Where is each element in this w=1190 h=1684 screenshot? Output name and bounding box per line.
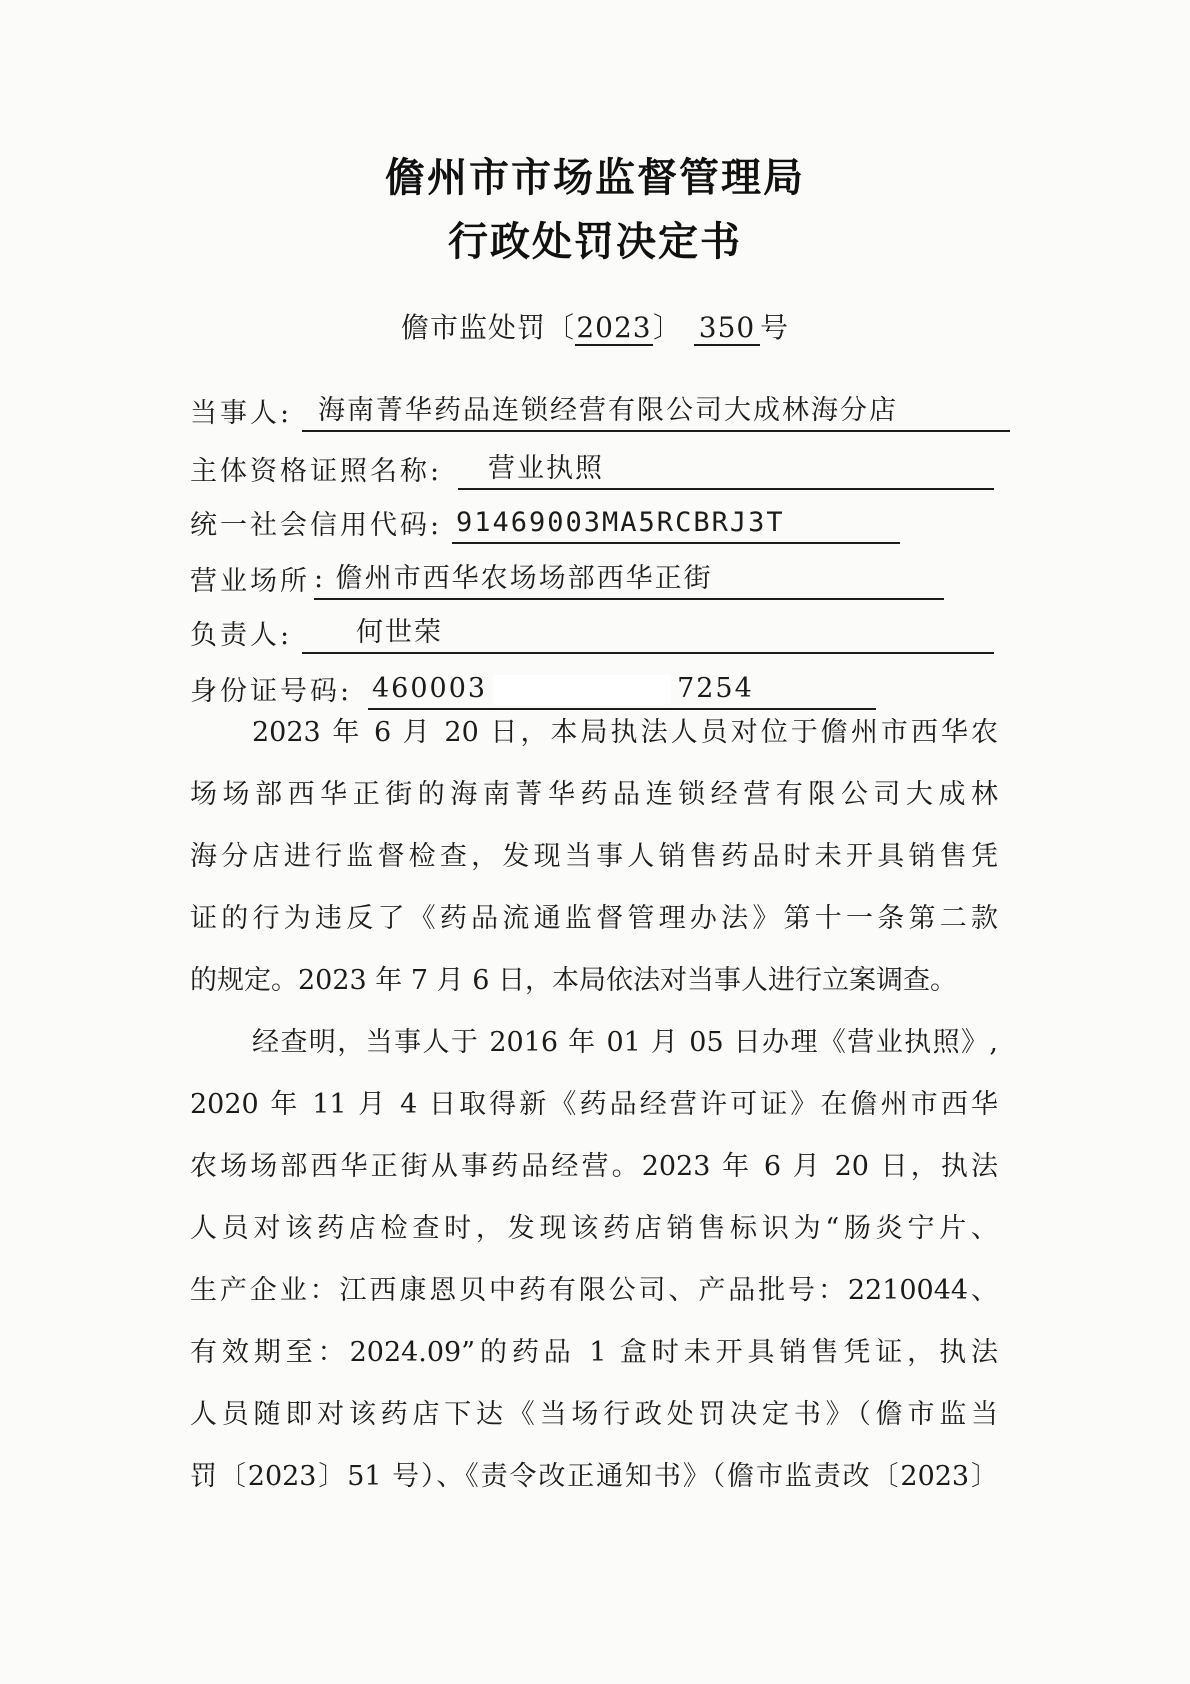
credit-code-label: 统一社会信用代码: (190, 510, 443, 541)
body-line: 海分店进行监督检查，发现当事人销售药品时未开具销售凭 (190, 841, 998, 872)
license-name-label: 主体资格证照名称: (190, 456, 443, 487)
body-line: 证的行为违反了《药品流通监督管理办法》第十一条第二款 (190, 903, 998, 934)
body-line: 罚〔2023〕51 号）、《责令改正通知书》（儋市监责改〔2023〕 (190, 1461, 998, 1492)
body-line: 2020 年 11 月 4 日取得新《药品经营许可证》在儋州市西华 (190, 1089, 998, 1120)
party-name-value: 海南菁华药品连锁经营有限公司大成林海分店 (302, 392, 1010, 432)
credit-code-field (190, 504, 1010, 544)
id-number-suffix: 7254 (677, 673, 754, 704)
redaction-block (493, 675, 671, 705)
business-address-value: : 儋州市西华农场场部西华正街 (314, 560, 944, 600)
id-number-field (190, 670, 1010, 710)
business-address-label: 营业场所 (190, 566, 310, 597)
document-number (0, 306, 1190, 346)
document-title-type: 行政处罚决定书 (448, 219, 742, 265)
id-number-label: 身份证号码: (190, 676, 353, 707)
id-number-value (368, 670, 876, 710)
body-line: 生产企业：江西康恩贝中药有限公司、产品批号：2210044、 (190, 1275, 998, 1306)
doc-number-bracket: 〕 (652, 311, 682, 344)
license-name-field (190, 450, 1010, 490)
id-number-prefix: 460003 (372, 673, 488, 704)
body-line: 人员随即对该药店下达《当场行政处罚决定书》（儋市监当 (190, 1399, 998, 1430)
body-line: 经查明，当事人于 2016 年 01 月 05 日办理《营业执照》, (252, 1027, 998, 1058)
body-line: 农场场部西华正街从事药品经营。2023 年 6 月 20 日，执法 (190, 1151, 998, 1182)
body-line: 2023 年 6 月 20 日，本局执法人员对位于儋州市西华农 (252, 717, 998, 748)
document-title-authority: 儋州市市场监督管理局 (385, 155, 805, 201)
responsible-person-value: 何世荣 (302, 614, 994, 654)
party-name-field (190, 392, 1010, 432)
doc-number-suffix: 号 (760, 311, 790, 344)
responsible-person-field (190, 614, 1010, 654)
doc-number-serial: 350 (694, 312, 760, 346)
license-name-value: 营业执照 (458, 450, 994, 490)
body-line: 场场部西华正街的海南菁华药品连锁经营有限公司大成林 (190, 779, 998, 810)
body-line: 人员对该药店检查时，发现该药店销售标识为“肠炎宁片、 (190, 1213, 998, 1244)
doc-number-year: 2023 (576, 311, 652, 344)
body-line: 的规定。2023 年 7 月 6 日，本局依法对当事人进行立案调查。 (190, 965, 957, 996)
credit-code-value: 91469003MA5RCBRJ3T (452, 504, 900, 544)
body-line: 有效期至：2024.09”的药品 1 盒时未开具销售凭证，执法 (190, 1337, 998, 1368)
party-name-label: 当事人: (190, 398, 293, 429)
responsible-person-label: 负责人: (190, 620, 293, 651)
doc-number-prefix: 儋市监处罚〔 (400, 311, 575, 344)
business-address-field (190, 560, 1010, 600)
